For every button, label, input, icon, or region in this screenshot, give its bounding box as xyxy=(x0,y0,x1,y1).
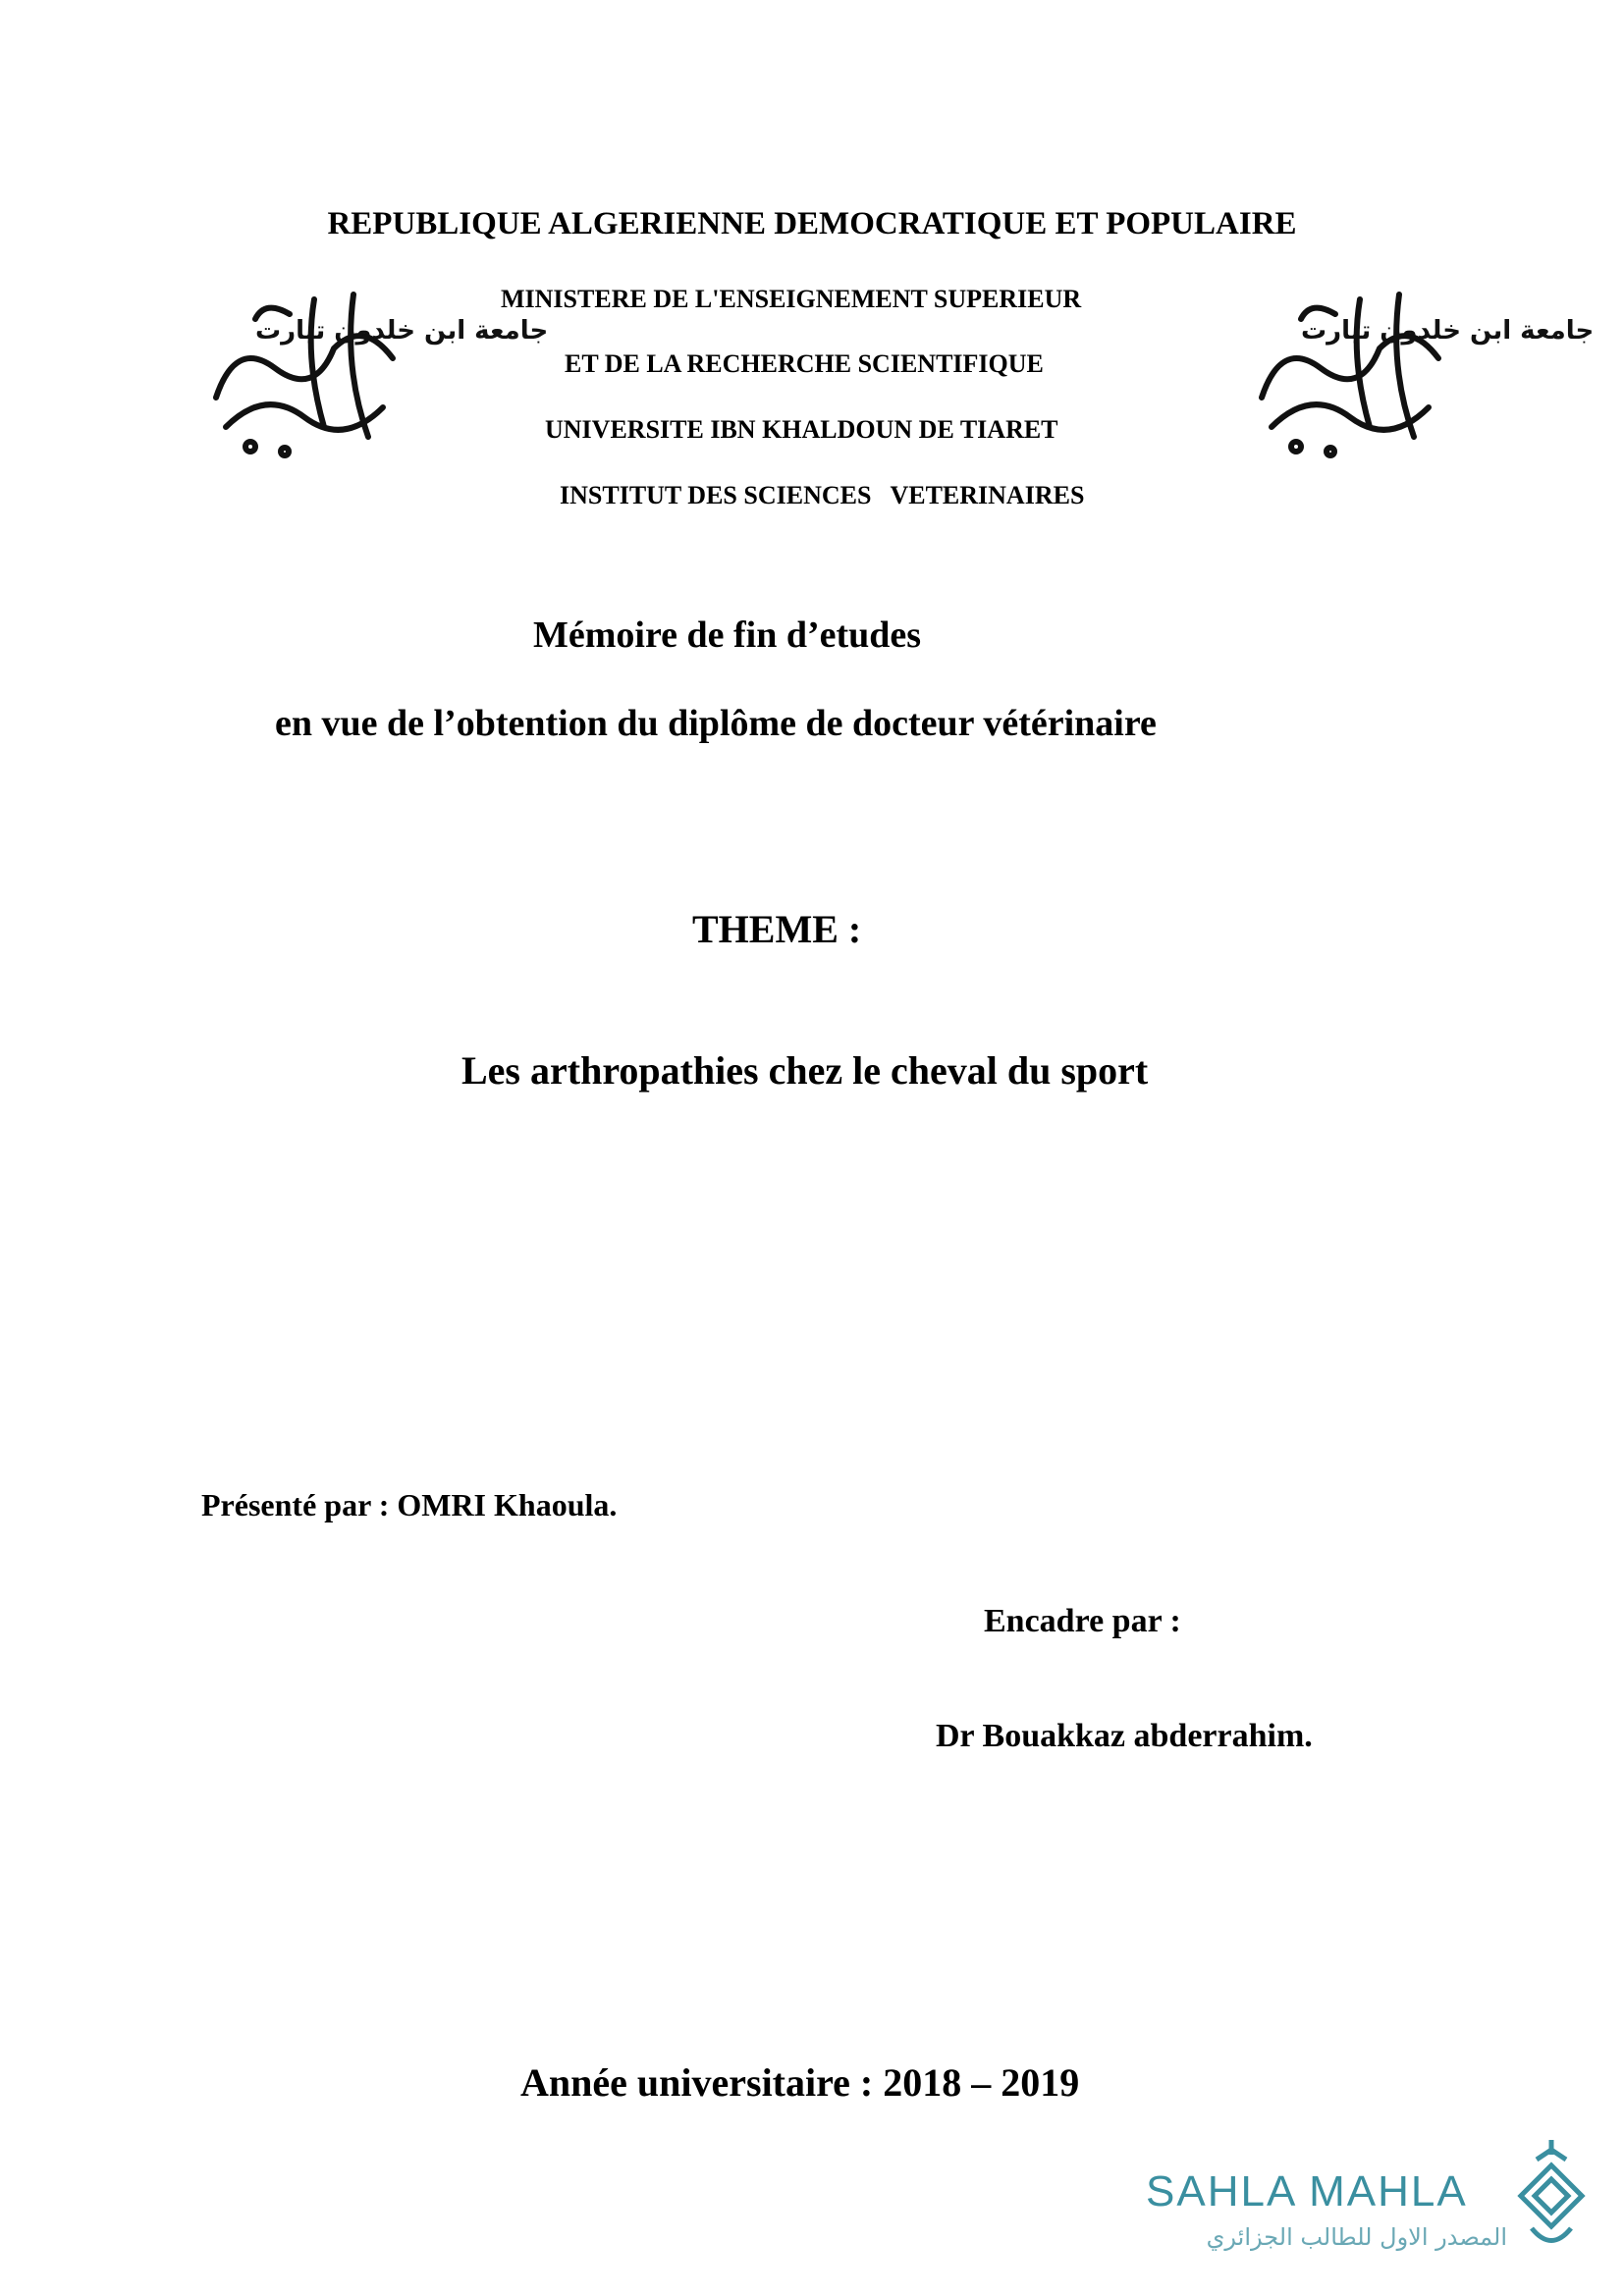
logo-right-text: جامعة ابن خلدون تيارت xyxy=(1301,316,1595,346)
theme-label: THEME : xyxy=(692,907,862,951)
supervised-by-label: Encadre par : xyxy=(984,1603,1181,1639)
university-logo-left xyxy=(196,280,549,466)
supervisor-name: Dr Bouakkaz abderrahim. xyxy=(936,1718,1313,1754)
academic-year: Année universitaire : 2018 – 2019 xyxy=(520,2060,1080,2105)
institute-name: INSTITUT DES SCIENCES VETERINAIRES xyxy=(560,481,1085,509)
presented-by: Présenté par : OMRI Khaoula. xyxy=(201,1487,618,1522)
university-name: UNIVERSITE IBN KHALDOUN DE TIARET xyxy=(545,415,1058,444)
ministry-line-2: ET DE LA RECHERCHE SCIENTIFIQUE xyxy=(565,349,1044,378)
watermark-tagline: المصدر الاول للطالب الجزائري xyxy=(1206,2223,1507,2251)
watermark-brand-name: SAHLA MAHLA xyxy=(1146,2167,1468,2216)
memoire-subtitle: en vue de l’obtention du diplôme de docteur vétérinaire xyxy=(275,703,1157,744)
theme-title: Les arthropathies chez le cheval du sport xyxy=(461,1048,1149,1093)
university-logo-right xyxy=(1242,280,1595,466)
republic-heading: REPUBLIQUE ALGERIENNE DEMOCRATIQUE ET POPULAIRE xyxy=(327,206,1297,241)
memoire-title: Mémoire de fin d’etudes xyxy=(533,614,922,656)
watermark-logo-icon xyxy=(1512,2130,1591,2258)
ministry-line-1: MINISTERE DE L'ENSEIGNEMENT SUPERIEUR xyxy=(501,285,1082,313)
logo-left-text: جامعة ابن خلدون تيارت xyxy=(255,316,549,346)
